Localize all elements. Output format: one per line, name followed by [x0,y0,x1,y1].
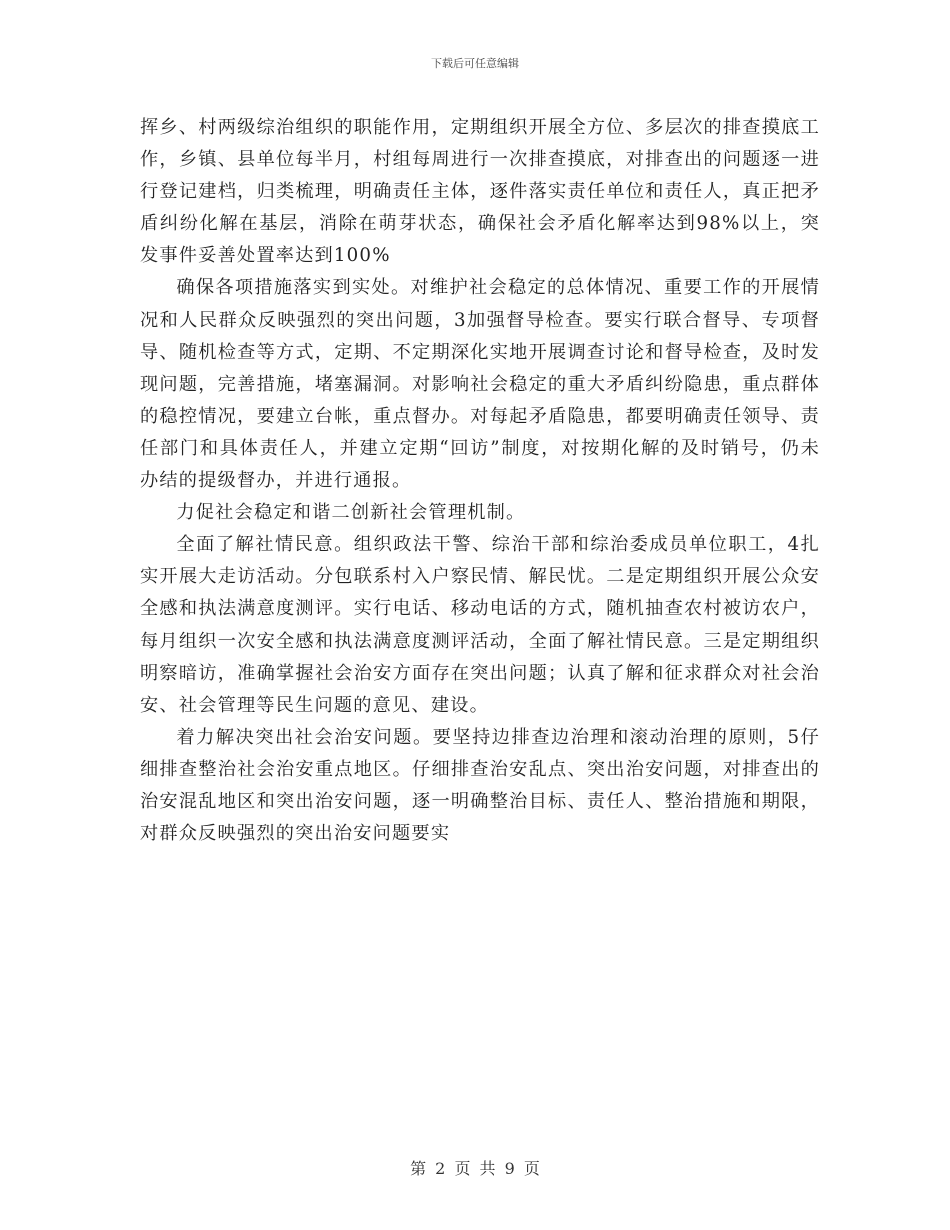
paragraph: 挥乡、村两级综治组织的职能作用，定期组织开展全方位、多层次的排查摸底工作，乡镇、县单位每半月，村组每周进行一次排查摸底，对排查出的问题逐一进行登记建档，归类梳理，明确责任主体，逐件落实责任单位和责任人，真正把矛盾纠纷化解在基层，消除在萌芽状态，确保社会矛盾化解率达到98%以上，突发事件妥善处置率达到100% [140,117,820,267]
page-number: 第 2 页 共 9 页 [410,1159,540,1178]
page-header: 下载后可任意编辑 [431,57,519,70]
document-body [140,112,820,850]
paragraph: 力促社会稳定和谐二创新社会管理机制。 [176,502,526,524]
paragraph: 着力解决突出社会治安问题。要坚持边排查边治理和滚动治理的原则，5仔细排查整治社会治安重点地区。仔细排查治安乱点、突出治安问题，对排查出的治安混乱地区和突出治安问题，逐一明确整治目标、责任人、整治措施和期限，对群众反映强烈的突出治安问题要实 [140,726,820,845]
paragraph: 确保各项措施落实到实处。对维护社会稳定的总体情况、重要工作的开展情况和人民群众反映强烈的突出问题，3加强督导检查。要实行联合督导、专项督导、随机检查等方式，定期、不定期深化实地开展调查讨论和督导检查，及时发现问题，完善措施，堵塞漏洞。对影响社会稳定的重大矛盾纠纷隐患，重点群体的稳控情况，要建立台帐，重点督办。对每起矛盾隐患，都要明确责任领导、责任部门和具体责任人，并建立定期“回访”制度，对按期化解的及时销号，仍未办结的提级督办，并进行通报。 [140,277,820,492]
paragraph: 全面了解社情民意。组织政法干警、综治干部和综治委成员单位职工，4扎实开展大走访活动。分包联系村入户察民情、解民忧。二是定期组织开展公众安全感和执法满意度测评。实行电话、移动电话的方式，随机抽查农村被访农户，每月组织一次安全感和执法满意度测评活动，全面了解社情民意。三是定期组织明察暗访，准确掌握社会治安方面存在突出问题；认真了解和征求群众对社会治安、社会管理等民生问题的意见、建设。 [140,534,820,716]
